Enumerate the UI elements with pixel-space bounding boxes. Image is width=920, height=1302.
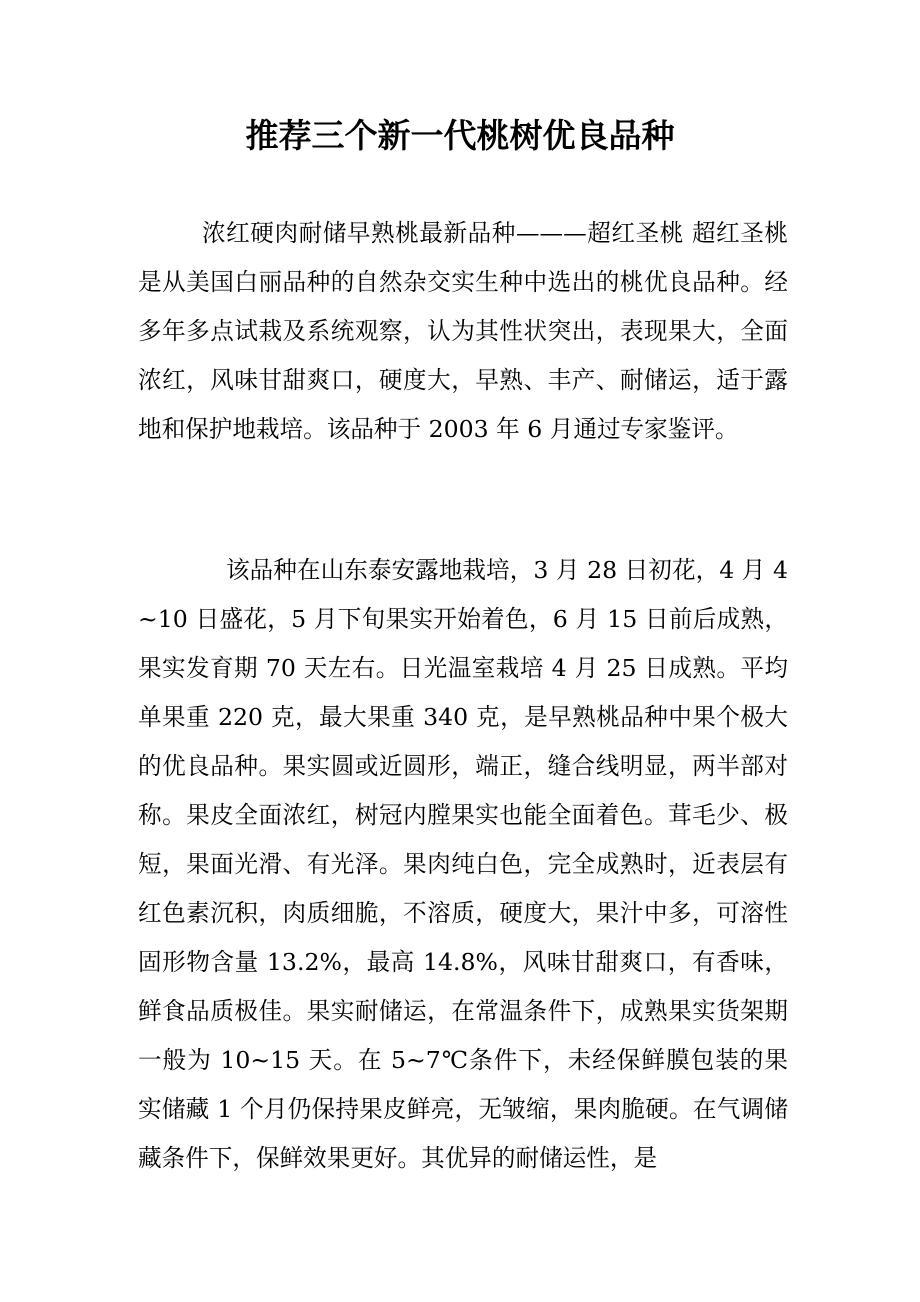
- paragraph-cultivation: 该品种在山东泰安露地栽培，3 月 28 日初花，4 月 4~10 日盛花，5 月下旬果实开始着色，6 月 15 日前后成熟，果实发育期 70 天左右。日光温室栽培 4 月 25 日成熟。平均单果重 220 克，最大果重 340 克，是早熟桃品种中果个极大的优良品种。果实圆或近圆形，端正，缝合线明显，两半部对称。果皮全面浓红，树冠内膛果实也能全面着色。茸毛少、极短，果面光滑、有光泽。果肉纯白色，完全成熟时，近表层有红色素沉积，肉质细脆，不溶质，硬度大，果汁中多，可溶性固形物含量 13.2%，最高 14.8%，风味甘甜爽口，有香味，鲜食品质极佳。果实耐储运，在常温条件下，成熟果实货架期一般为 10~15 天。在 5~7℃条件下，未经保鲜膜包装的果实储藏 1 个月仍保持果皮鲜亮，无皱缩，果肉脆硬。在气调储藏条件下，保鲜效果更好。其优异的耐储运性，是: [138, 556, 788, 1172]
- document-title: 推荐三个新一代桃树优良品种: [245, 116, 675, 155]
- paragraph-intro: 浓红硬肉耐储早熟桃最新品种———超红圣桃 超红圣桃是从美国白丽品种的自然杂交实生种中选出的桃优良品种。经多年多点试栽及系统观察，认为其性状突出，表现果大，全面浓红，风味甘甜爽口，硬度大，早熟、丰产、耐储运，适于露地和保护地栽培。该品种于 2003 年 6 月通过专家鉴评。: [138, 219, 788, 443]
